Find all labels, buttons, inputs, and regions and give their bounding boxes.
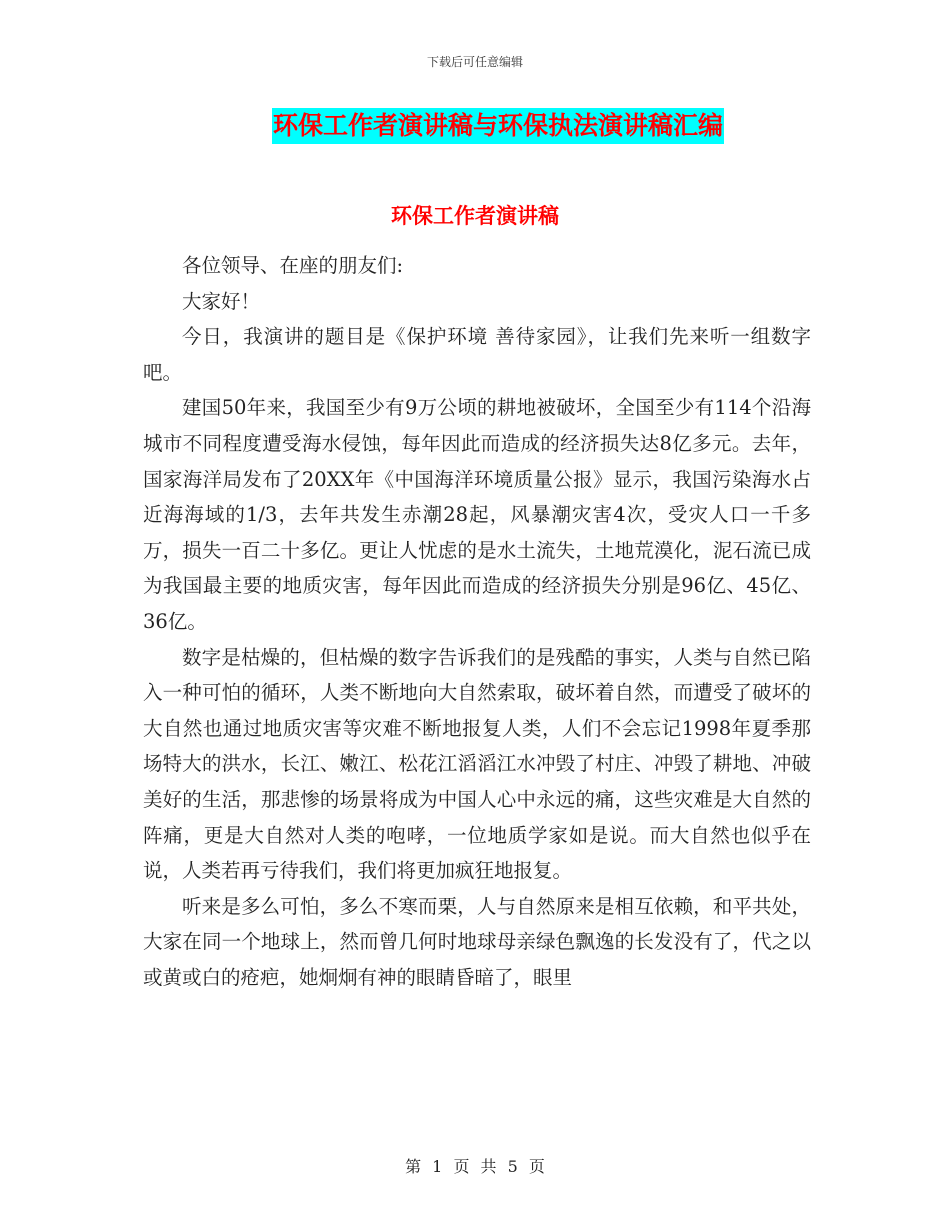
- header-note: 下载后可任意编辑: [426, 55, 523, 69]
- paragraph-cycle: 数字是枯燥的，但枯燥的数字告诉我们的是残酷的事实，人类与自然已陷入一种可怕的循环，人类不断地向大自然索取，破坏着自然，而遭受了破坏的大自然也通过地质灾害等灾难不断地报复人类，人们不会忘记1998年夏季那场特大的洪水，长江、嫩江、松花江滔滔江水冲毁了村庄、冲毁了耕地、冲破美好的生活，那悲惨的场景将成为中国人心中永远的痛，这些灾难是大自然的阵痛，更是大自然对人类的咆哮，一位地质学家如是说。而大自然也似乎在说，人类若再亏待我们，我们将更加疯狂地报复。: [143, 645, 811, 883]
- document-title-container: [0, 108, 950, 144]
- paragraph-greeting: 大家好！: [182, 289, 261, 313]
- paragraph-statistics: 建国50年来，我国至少有9万公顷的耕地被破坏，全国至少有114个沿海城市不同程度遭受海水侵蚀，每年因此而造成的经济损失达8亿多元。去年，国家海洋局发布了20XX年《中国海洋环境质量公报》显示，我国污染海水占近海海域的1/3，去年共发生赤潮28起，风暴潮灾害4次，受灾人口一千多万，损失一百二十多亿。更让人忧虑的是水土流失，土地荒漠化，泥石流已成为我国最主要的地质灾害，每年因此而造成的经济损失分别是96亿、45亿、36亿。: [143, 396, 811, 633]
- speech-body: [143, 248, 811, 995]
- document-title: 环保工作者演讲稿与环保执法演讲稿汇编: [272, 108, 724, 144]
- paragraph-intro: 今日，我演讲的题目是《保护环境 善待家园》，让我们先来听一组数字吧。: [143, 325, 811, 384]
- page-footer: 第 1 页 共 5 页: [405, 1157, 545, 1176]
- section-title: 环保工作者演讲稿: [391, 203, 559, 228]
- paragraph-salutation: 各位领导、在座的朋友们:: [182, 254, 404, 277]
- paragraph-earth: 听来是多么可怕，多么不寒而栗，人与自然原来是相互依赖，和平共处，大家在同一个地球上，然而曾几何时地球母亲绿色飘逸的长发没有了，代之以或黄或白的疮疤，她炯炯有神的眼睛昏暗了，眼里: [143, 894, 811, 989]
